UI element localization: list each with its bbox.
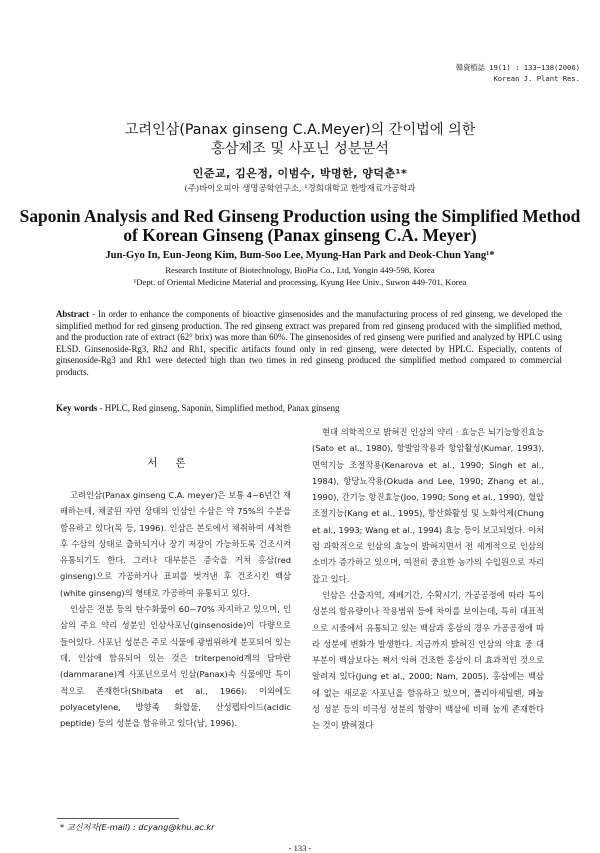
english-title-line1: Saponin Analysis and Red Ginseng Production using the Simplified Method — [19, 206, 581, 226]
journal-name: Korean J. Plant Res. — [493, 74, 580, 83]
corresponding-author-footnote: * 교신저자(E-mail) : dcyang@khu.ac.kr — [60, 822, 215, 832]
left-column — [60, 487, 291, 731]
left-paragraph-1: 고려인삼(Panax ginseng C.A. meyer)은 보통 4~6년간 재배하는데, 채굴된 자연 상태의 인삼인 수삼은 약 75%의 수분을 함유하고 있다(목 등, 1996). 인삼은 본토에서 채취하여 세척한 후 수삼의 상태로 출하되거나 장기 저장이 가능하도록 건조시켜 유통되기도 한다. 그러나 대부분은 증숙을 거쳐 홍삼(red ginseng)으로 가공하거나 표피를 벗겨낸 후 건조시킨 백삼(white ginseng)의 형태로 가공하여 유통되고 있다. — [60, 490, 291, 598]
keywords-label: Key words — [56, 403, 98, 413]
page-number: - 133 - — [288, 843, 312, 853]
abstract-label: Abstract — [56, 309, 90, 319]
korean-affiliation: (주)바이오피아 생명공학연구소, ¹경희대학교 한방재료가공학과 — [184, 183, 416, 193]
journal-reference — [456, 62, 580, 84]
korean-title-line1: 고려인삼(Panax ginseng C.A.Meyer)의 간이법에 의한 — [124, 122, 476, 138]
footnote-rule — [57, 818, 179, 819]
korean-authors: 인준교, 김은정, 이범수, 박명한, 양덕춘¹* — [192, 167, 408, 180]
english-title-line2: of Korean Ginseng (Panax ginseng C.A. Meyer) — [123, 225, 477, 245]
section-heading: 서론 — [147, 457, 204, 469]
left-paragraph-2: 인삼은 전분 등의 탄수화물이 60~70% 차지하고 있으며, 인삼의 주요 약리 성분인 인삼사포닌(ginsenoside)이 다량으로 들어있다. 사포닌 성분은 주로 식물에 광범위하게 분포되어 있는데, 인삼에 함유되어 있는 것은 triterpenoid계의 담마란(dammarane)계 사포닌으로서 인삼(Panax)속 식물에만 특이적으로 존재한다(Shibata et al., 1966). 이외에도 polyacetylene, 방향족 화합물, 산성펩타이드(acidic peptide) 등의 성분을 함유하고 있다(남, 1996). — [60, 604, 291, 729]
keywords-text: - HPLC, Red ginseng, Saponin, Simplified method, Panax ginseng — [97, 403, 340, 413]
abstract-text: - In order to enhance the components of bioactive ginsenosides and the manufacturing process of red ginseng, we developed the simplified method for red ginseng production. The red ginseng extract was prepared from red ginseng produced with the simplified method, and the production rate of extract (62° brix) was more than 60%. The ginsenosides of red ginseng were purified and analyzed by HPLC using ELSD. Ginsenoside-Rg3, Rh2 and Rh1, specific artifacts found only in red ginseng, were detected by HPLC. Especially, contents of ginsenoside-Rg3 and Rh1 were detected high than two times in red ginseng produced the simplified method compared to commercial products. — [56, 309, 562, 377]
margin-mark: ᐟ — [67, 412, 71, 422]
english-authors: Jun-Gyo In, Eun-Jeong Kim, Bum-Soo Lee, Myung-Han Park and Deok-Chun Yang¹* — [105, 250, 495, 261]
abstract — [56, 309, 562, 379]
english-affiliation-line2: ¹Dept. of Oriental Medicine Material and processing, Kyung Hee Univ., Suwon 449-701, Korea — [133, 277, 467, 287]
right-column — [312, 424, 544, 734]
right-paragraph-1: 현대 의학적으로 밝혀진 인삼의 약리 · 효능은 뇌기능항진효능(Sato et al., 1980), 항발암작용과 항암활성(Kumar, 1993), 면역기능 조절작용(Kenarova et al., 1990; Singh et al., 1984), 항당뇨작용(Okuda and Lee, 1990; Zhang et al., 1990), 간기능 항진효능(Joo, 1990; Song et al., 1990), 혈압조절기능(Kang et al., 1995), 항산화활성 및 노화억제(Chung et al., 1993; Wang et al., 1994) 효능 등이 보고되었다. 이처럼 과학적으로 인삼의 효능이 밝혀지면서 전 세계적으로 인삼의 소비가 증가하고 있으며, 여전히 중요한 농가의 수입원으로 자리잡고 있다. — [312, 427, 544, 584]
right-paragraph-2: 인삼은 산출지역, 재배기간, 수확시기, 가공공정에 따라 특이성분의 함유량이나 작용범위 등에 차이를 보이는데, 특히 대표적으로 시중에서 유통되고 있는 백삼과 홍삼의 경우 가공공정에 따라 성분에 변화가 발생한다. 지금까지 밝혀진 인삼의 약효 중 대부분이 백삼보다는 쪄서 익혀 건조한 홍삼이 더 효과적인 것으로 알려져 있다(Jung et al., 2000; Nam, 2005). 홍삼에는 백삼에 없는 새로운 사포닌을 함유하고 있으며, 폴리아세틸렌, 페놀성 성분 등의 비극성 성분의 함량이 백삼에 비해 높게 존재한다는 것이 밝혀졌다 — [312, 589, 544, 731]
english-affiliation-line1: Research Institute of Biotechnology, BioPia Co., Ltd, Yongin 449-598, Korea — [165, 265, 435, 275]
keywords — [56, 403, 340, 413]
korean-title-line2: 홍삼제조 및 사포닌 성분분석 — [211, 141, 389, 157]
journal-citation: 韓資植誌 19(1) : 133~138(2006) — [456, 63, 580, 72]
